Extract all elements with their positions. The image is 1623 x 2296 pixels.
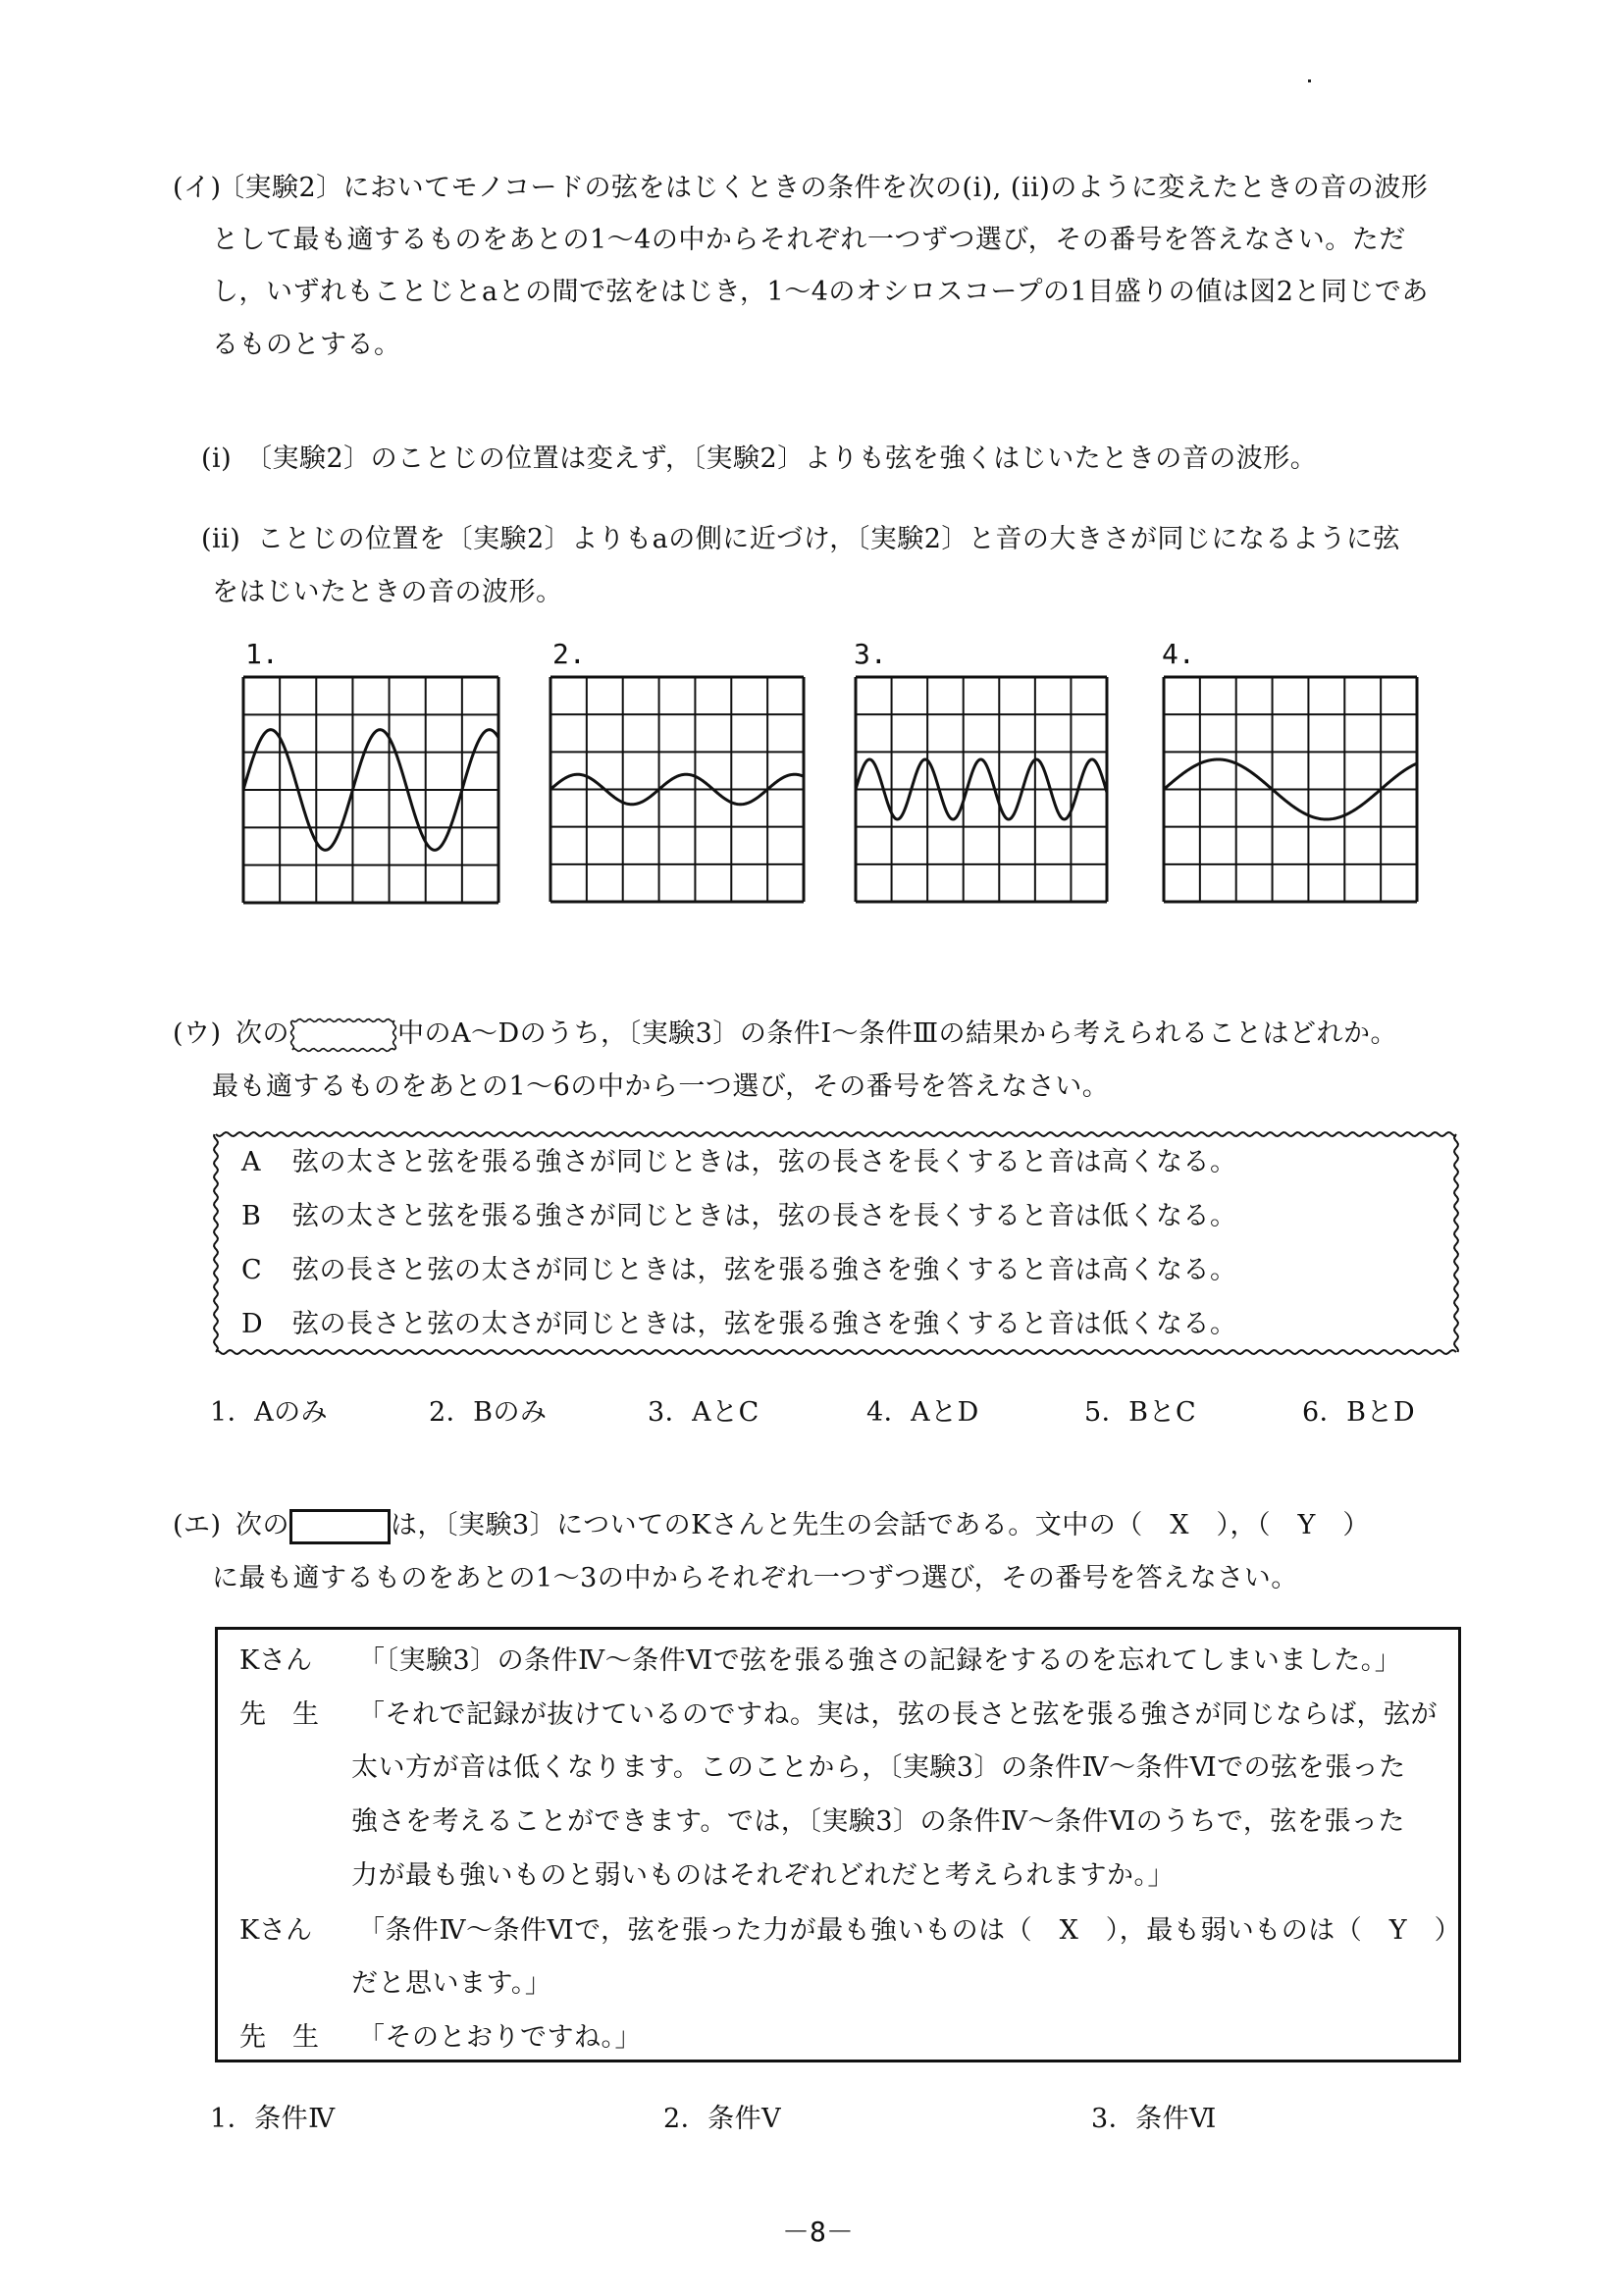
sub-item-marker: (ii): [201, 524, 241, 554]
wavy-border-segment: [393, 1020, 396, 1050]
question-text-line: 〔実験2〕においてモノコードの弦をはじくときの条件を次の(i), (ii)のように変えたときの音の波形: [218, 173, 1429, 203]
wavy-border-segment: [216, 1350, 1456, 1354]
answer-choice[interactable]: 5．BとC: [1084, 1397, 1197, 1428]
dialog-line: 力が最も強いものと弱いものはそれぞれどれだと考えられますか。」: [351, 1860, 1175, 1891]
dialog-line: だと思います。」: [351, 1968, 552, 1999]
text-after-box: は，〔実験3〕についてのKさんと先生の会話である。文中の（ X ），（ Y ）: [391, 1510, 1370, 1540]
answer-choice[interactable]: 4．AとD: [866, 1397, 979, 1428]
wavy-border-segment: [216, 1132, 1456, 1136]
wavy-border-segment: [292, 1048, 394, 1051]
dialog-line: 「それで記録が抜けているのですね。実は，弦の長さと弦を張る強さが同じならば，弦が: [358, 1699, 1438, 1730]
answer-choice[interactable]: 1．条件Ⅳ: [210, 2104, 336, 2134]
dialog-line: 太い方が音は低くなります。このことから，〔実験3〕の条件Ⅳ～条件Ⅵでの弦を張った: [351, 1752, 1406, 1783]
question-marker: (エ): [173, 1510, 222, 1540]
text-before-box: 次の: [236, 1510, 289, 1540]
question-marker: (ウ): [173, 1018, 222, 1049]
graph-label-4: 4.: [1162, 638, 1195, 670]
dialog-line: 「条件Ⅳ～条件Ⅵで，弦を張った力が最も強いものは（ X ），最も弱いものは（ Y ）: [358, 1915, 1462, 1946]
statement-label: A: [241, 1147, 261, 1177]
statement-label: D: [241, 1309, 264, 1339]
speaker-label: 先 生: [239, 1699, 319, 1730]
wavy-border-segment: [292, 1018, 394, 1021]
speaker-label: Kさん: [239, 1915, 313, 1946]
statement-text: 弦の長さと弦の太さが同じときは，弦を張る強さを強くすると音は高くなる。: [292, 1255, 1237, 1285]
wavy-box-reference: [289, 1018, 397, 1053]
answer-choice[interactable]: 1．Aのみ: [210, 1397, 329, 1428]
question-text-line: として最も適するものをあとの1～4の中からそれぞれ一つずつ選び，その番号を答えなさい。ただ: [212, 225, 1406, 255]
statement-text: 弦の長さと弦の太さが同じときは，弦を張る強さを強くすると音は低くなる。: [292, 1309, 1237, 1339]
question-text-line: 最も適するものをあとの1～6の中から一つ選び，その番号を答えなさい。: [212, 1071, 1110, 1102]
answer-choice[interactable]: 3．AとC: [648, 1397, 759, 1428]
scan-speck: [1308, 79, 1311, 82]
wavy-border-segment: [1454, 1134, 1458, 1352]
graph-label-3: 3.: [854, 638, 887, 670]
page-number: －8－: [782, 2216, 854, 2248]
question-text-line: るものとする。: [212, 330, 401, 360]
dialog-line: 「そのとおりですね。」: [358, 2022, 642, 2053]
oscilloscope-graph-2[interactable]: [550, 677, 804, 902]
dialog-line: 「〔実験3〕の条件Ⅳ～条件Ⅵで弦を張る強さの記録をするのを忘れてしまいました。」: [358, 1645, 1402, 1676]
question-text-line: [236, 1015, 1397, 1054]
oscilloscope-graph-4[interactable]: [1164, 677, 1417, 902]
answer-choice[interactable]: 2．Bのみ: [429, 1397, 548, 1428]
speaker-label: Kさん: [239, 1645, 313, 1676]
sub-item-marker: (i): [201, 444, 233, 474]
wavy-border-segment: [291, 1020, 294, 1050]
question-text-line: に最も適するものをあとの1～3の中からそれぞれ一つずつ選び，その番号を答えなさい。: [212, 1563, 1298, 1593]
solid-box-reference: [289, 1509, 391, 1544]
answer-choice[interactable]: 6．BとD: [1302, 1397, 1416, 1428]
sub-item-text: ことじの位置を〔実験2〕よりもaの側に近づけ，〔実験2〕と音の大きさが同じになるように弦: [257, 524, 1400, 554]
graph-label-2: 2.: [552, 638, 586, 670]
graph-label-1: 1.: [245, 638, 279, 670]
question-text-line: し，いずれもことじとaとの間で弦をはじき，1～4のオシロスコープの1目盛りの値は図2と同じであ: [212, 277, 1429, 307]
statement-text: 弦の太さと弦を張る強さが同じときは，弦の長さを長くすると音は低くなる。: [292, 1201, 1237, 1231]
answer-choice[interactable]: 3．条件Ⅵ: [1091, 2104, 1217, 2134]
statement-label: B: [241, 1201, 262, 1231]
oscilloscope-graph-1[interactable]: [243, 677, 498, 903]
oscilloscope-graph-3[interactable]: [856, 677, 1107, 902]
answer-choice[interactable]: 2．条件Ⅴ: [663, 2104, 782, 2134]
question-marker: (イ): [173, 173, 222, 203]
text-before-box: 次の: [236, 1018, 289, 1049]
statement-label: C: [241, 1255, 263, 1285]
dialog-line: 強さを考えることができます。では，〔実験3〕の条件Ⅳ～条件Ⅵのうちで，弦を張った: [351, 1806, 1405, 1837]
question-text-line: [236, 1506, 1370, 1545]
sub-item-text: 〔実験2〕のことじの位置は変えず，〔実験2〕よりも弦を強くはじいたときの音の波形。: [245, 444, 1318, 474]
text-after-box: 中のA～Dのうち，〔実験3〕の条件Ⅰ～条件Ⅲの結果から考えられることはどれか。: [397, 1018, 1398, 1049]
speaker-label: 先 生: [239, 2022, 319, 2053]
sub-item-text: をはじいたときの音の波形。: [212, 577, 563, 607]
statement-text: 弦の太さと弦を張る強さが同じときは，弦の長さを長くすると音は高くなる。: [292, 1147, 1237, 1177]
wavy-border-segment: [214, 1134, 218, 1352]
